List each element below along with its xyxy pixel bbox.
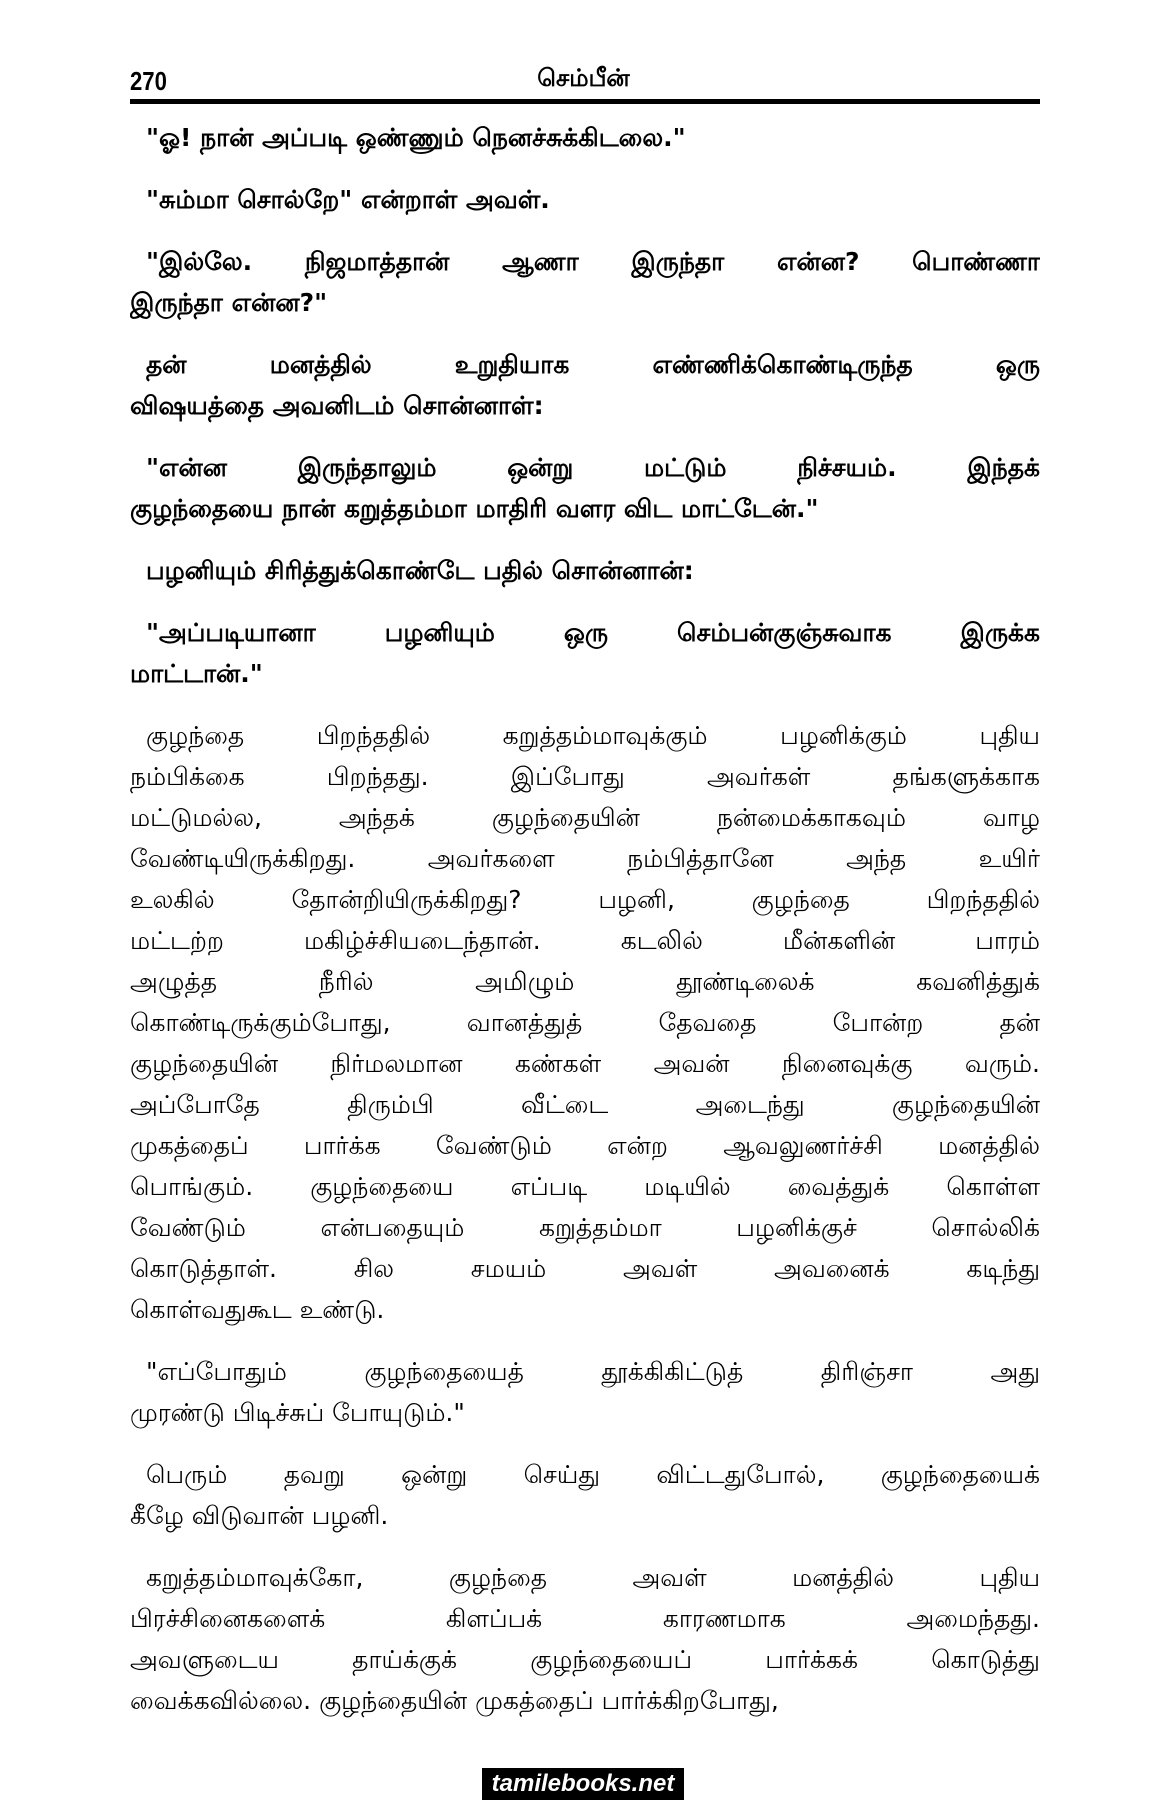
text-line: மட்டுமல்ல, அந்தக் குழந்தையின் நன்மைக்காகவும் வாழ bbox=[130, 803, 1040, 832]
paragraph bbox=[130, 179, 1040, 220]
text-line: குழந்தையின் நிர்மலமான கண்கள் அவன் நினைவுக்கு வரும். bbox=[130, 1049, 1040, 1078]
text-line: அழுத்த நீரில் அமிழும் தூண்டிலைக் கவனித்துக் bbox=[130, 967, 1040, 996]
page-body bbox=[130, 117, 1040, 1742]
text-line: பொங்கும். குழந்தையை எப்படி மடியில் வைத்துக் கொள்ள bbox=[130, 1172, 1040, 1201]
text-line: கொடுத்தாள். சில சமயம் அவள் அவனைக் கடிந்து bbox=[130, 1254, 1040, 1283]
text-line: மட்டற்ற மகிழ்ச்சியடைந்தான். கடலில் மீன்களின் பாரம் bbox=[130, 926, 1040, 955]
text-line: மாட்டான்." bbox=[130, 659, 263, 688]
text-line: "இல்லே. நிஜமாத்தான் ஆணா இருந்தா என்ன? பொண்ணா bbox=[146, 247, 1040, 276]
paragraph bbox=[130, 550, 1040, 591]
text-line: கொள்வதுகூட உண்டு. bbox=[130, 1295, 385, 1324]
text-line: "என்ன இருந்தாலும் ஒன்று மட்டும் நிச்சயம். இந்தக் bbox=[146, 453, 1040, 482]
text-line: குழந்தை பிறந்ததில் கறுத்தம்மாவுக்கும் பழனிக்கும் புதிய bbox=[146, 721, 1040, 750]
text-line: விஷயத்தை அவனிடம் சொன்னாள்: bbox=[130, 391, 544, 420]
text-line: கறுத்தம்மாவுக்கோ, குழந்தை அவள் மனத்தில் புதிய bbox=[146, 1563, 1040, 1592]
text-line: வேண்டும் என்பதையும் கறுத்தம்மா பழனிக்குச் சொல்லிக் bbox=[130, 1213, 1040, 1242]
paragraph bbox=[130, 715, 1040, 1330]
text-line: "எப்போதும் குழந்தையைத் தூக்கிகிட்டுத் திரிஞ்சா அது bbox=[146, 1357, 1040, 1386]
paragraph bbox=[130, 241, 1040, 323]
paragraph bbox=[130, 447, 1040, 529]
paragraph bbox=[130, 117, 1040, 158]
paragraph bbox=[130, 612, 1040, 694]
paragraph bbox=[130, 344, 1040, 426]
header-rule bbox=[130, 99, 1040, 104]
paragraph bbox=[130, 1454, 1040, 1536]
text-line: வைக்கவில்லை. குழந்தையின் முகத்தைப் பார்க்கிறபோது, bbox=[130, 1686, 779, 1715]
page-number: 270 bbox=[130, 66, 167, 96]
text-line: அப்போதே திரும்பி வீட்டை அடைந்து குழந்தையின் bbox=[130, 1090, 1040, 1119]
text-line: வேண்டியிருக்கிறது. அவர்களை நம்பித்தானே அந்த உயிர் bbox=[130, 844, 1040, 873]
text-line: நம்பிக்கை பிறந்தது. இப்போது அவர்கள் தங்களுக்காக bbox=[130, 762, 1040, 791]
text-line: குழந்தையை நான் கறுத்தம்மா மாதிரி வளர விட மாட்டேன்." bbox=[130, 494, 819, 523]
text-line: பெரும் தவறு ஒன்று செய்து விட்டதுபோல், குழந்தையைக் bbox=[146, 1460, 1040, 1489]
paragraph bbox=[130, 1351, 1040, 1433]
running-title: செம்பீன் bbox=[537, 64, 630, 92]
text-line: கீழே விடுவான் பழனி. bbox=[130, 1501, 389, 1530]
watermark-logo: tamilebooks.net bbox=[482, 1768, 684, 1800]
text-line: இருந்தா என்ன?" bbox=[130, 288, 328, 317]
text-line: முகத்தைப் பார்க்க வேண்டும் என்ற ஆவலுணர்ச்சி மனத்தில் bbox=[130, 1131, 1040, 1160]
text-line: "சும்மா சொல்றே" என்றாள் அவள். bbox=[146, 185, 550, 214]
text-line: உலகில் தோன்றியிருக்கிறது? பழனி, குழந்தை பிறந்ததில் bbox=[130, 885, 1040, 914]
text-line: அவளுடைய தாய்க்குக் குழந்தையைப் பார்க்கக் கொடுத்து bbox=[130, 1645, 1040, 1674]
text-line: பிரச்சினைகளைக் கிளப்பக் காரணமாக அமைந்தது. bbox=[130, 1604, 1040, 1633]
text-line: கொண்டிருக்கும்போது, வானத்துத் தேவதை போன்ற தன் bbox=[130, 1008, 1040, 1037]
text-line: பழனியும் சிரித்துக்கொண்டே பதில் சொன்னான்: bbox=[146, 556, 694, 585]
paragraph bbox=[130, 1557, 1040, 1721]
text-line: "ஓ! நான் அப்படி ஒண்ணும் நெனச்சுக்கிடலை." bbox=[146, 123, 686, 152]
text-line: "அப்படியானா பழனியும் ஒரு செம்பன்குஞ்சுவாக இருக்க bbox=[146, 618, 1040, 647]
text-line: முரண்டு பிடிச்சுப் போயுடும்." bbox=[130, 1398, 465, 1427]
text-line: தன் மனத்தில் உறுதியாக எண்ணிக்கொண்டிருந்த ஒரு bbox=[146, 350, 1040, 379]
